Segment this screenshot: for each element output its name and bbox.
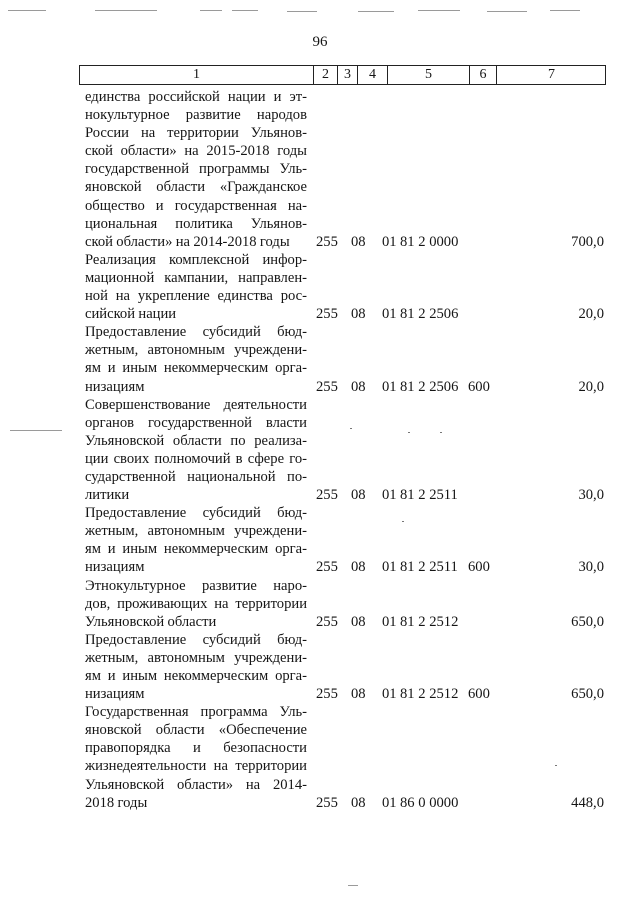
description-line: Ульяновской области по реализа- [85,432,307,449]
description-line: ции своих полномочий в сфере го- [85,450,307,467]
section-code: 08 [351,686,366,703]
target-item-code: 81 2 2511 [400,559,458,576]
header-col-4: 4 [357,66,387,84]
description-line: дов, проживающих на территории [85,595,307,612]
table-row [0,396,640,505]
table-row [0,251,640,323]
scan-speck [408,432,410,433]
description-line: Государственная программа Уль- [85,704,307,721]
target-item-code: 81 2 2512 [400,686,459,703]
section-code: 08 [351,559,366,576]
description-line: циональная политика Ульянов- [85,215,307,232]
grbs-code: 255 [316,378,338,395]
description-line: Ульяновской области [85,613,217,630]
table-row [0,504,640,576]
description-line: ной на укрепление единства рос- [85,288,307,305]
header-col-6: 6 [469,66,496,84]
grbs-code: 255 [316,794,338,811]
section-code: 08 [351,794,366,811]
description-line: Предоставление субсидий бюд- [85,324,307,341]
scan-speck [350,428,352,429]
description-line: сийской нации [85,306,177,323]
description-line: яновской области «Обеспечение [85,722,307,739]
subsection-code: 01 [382,233,397,250]
subsection-code: 01 [382,559,397,576]
section-code: 08 [351,487,366,504]
row-description [85,323,307,395]
amount-value: 20,0 [578,378,604,395]
table-row [0,323,640,395]
row-description [85,504,307,576]
row-description [85,577,307,631]
description-line: ям и иным некоммерческим орга- [85,360,307,377]
amount-value: 20,0 [578,306,604,323]
amount-value: 700,0 [571,233,604,250]
target-item-code: 81 2 0000 [400,233,459,250]
row-description [85,631,307,703]
description-line: низациям [85,559,145,576]
description-line: единства российской нации и эт- [85,89,307,105]
table-row [0,631,640,703]
grbs-code: 255 [316,487,338,504]
subsection-code: 01 [382,794,397,811]
amount-value: 650,0 [571,613,604,630]
expense-type-code: 600 [468,686,490,703]
row-description [85,88,307,251]
description-line: ской области» на 2015-2018 годы [85,143,307,160]
table-row [0,703,640,812]
description-line: Совершенствование деятельности [85,396,307,413]
description-line: Этнокультурное развитие наро- [85,577,307,594]
description-line: государственной программы Уль- [85,161,307,178]
grbs-code: 255 [316,233,338,250]
description-line: низациям [85,378,145,395]
target-item-code: 81 2 2512 [400,613,459,630]
subsection-code: 01 [382,487,397,504]
budget-table-body [0,88,640,812]
description-line: сударственной национальной по- [85,468,307,485]
subsection-code: 01 [382,613,397,630]
amount-value: 30,0 [578,487,604,504]
page-number: 96 [312,34,328,50]
description-line: ям и иным некоммерческим орга- [85,668,307,684]
expense-type-code: 600 [468,378,490,395]
description-line: России на территории Ульянов- [85,125,307,142]
table-row [0,577,640,631]
table-header [79,65,606,85]
amount-value: 448,0 [571,794,604,811]
grbs-code: 255 [316,686,338,703]
grbs-code: 255 [316,613,338,630]
subsection-code: 01 [382,686,397,703]
description-line: жизнедеятельности на территории [85,758,307,775]
grbs-code: 255 [316,306,338,323]
description-line: нокультурное развитие народов [85,107,307,124]
description-line: ям и иным некоммерческим орга- [85,541,307,558]
description-line: ской области» на 2014-2018 годы [85,233,290,250]
amount-value: 30,0 [578,559,604,576]
scan-speck [440,432,442,433]
header-col-5: 5 [387,66,469,84]
subsection-code: 01 [382,306,397,323]
section-code: 08 [351,233,366,250]
subsection-code: 01 [382,378,397,395]
section-code: 08 [351,378,366,395]
section-code: 08 [351,306,366,323]
description-line: Ульяновской области» на 2014- [85,776,307,793]
description-line: низациям [85,686,145,703]
description-line: Предоставление субсидий бюд- [85,505,307,522]
row-description [85,251,307,323]
description-line: правопорядка и безопасности [85,740,307,757]
description-line: Предоставление субсидий бюд- [85,631,307,648]
header-col-2: 2 [313,66,337,84]
target-item-code: 81 2 2506 [400,378,459,395]
expense-type-code: 600 [468,559,490,576]
description-line: органов государственной власти [85,414,307,431]
grbs-code: 255 [316,559,338,576]
description-line: жетным, автономным учреждени- [85,649,307,666]
header-col-3: 3 [337,66,357,84]
amount-value: 650,0 [571,686,604,703]
section-code: 08 [351,613,366,630]
description-line: литики [85,487,130,504]
description-line: жетным, автономным учреждени- [85,342,307,359]
description-line: мационной кампании, направлен- [85,269,307,286]
target-item-code: 81 2 2506 [400,306,459,323]
scan-speck [555,765,557,766]
header-col-1: 1 [193,67,200,82]
row-description [85,703,307,812]
scan-speck [402,521,404,522]
header-col-7: 7 [496,66,606,84]
row-description [85,396,307,505]
target-item-code: 81 2 2511 [400,487,458,504]
description-line: общество и государственная на- [85,197,307,214]
table-row [0,88,640,251]
target-item-code: 86 0 0000 [400,794,459,811]
description-line: жетным, автономным учреждени- [85,523,307,540]
description-line: Реализация комплексной инфор- [85,251,307,268]
description-line: 2018 годы [85,794,148,811]
description-line: яновской области «Гражданское [85,179,307,196]
